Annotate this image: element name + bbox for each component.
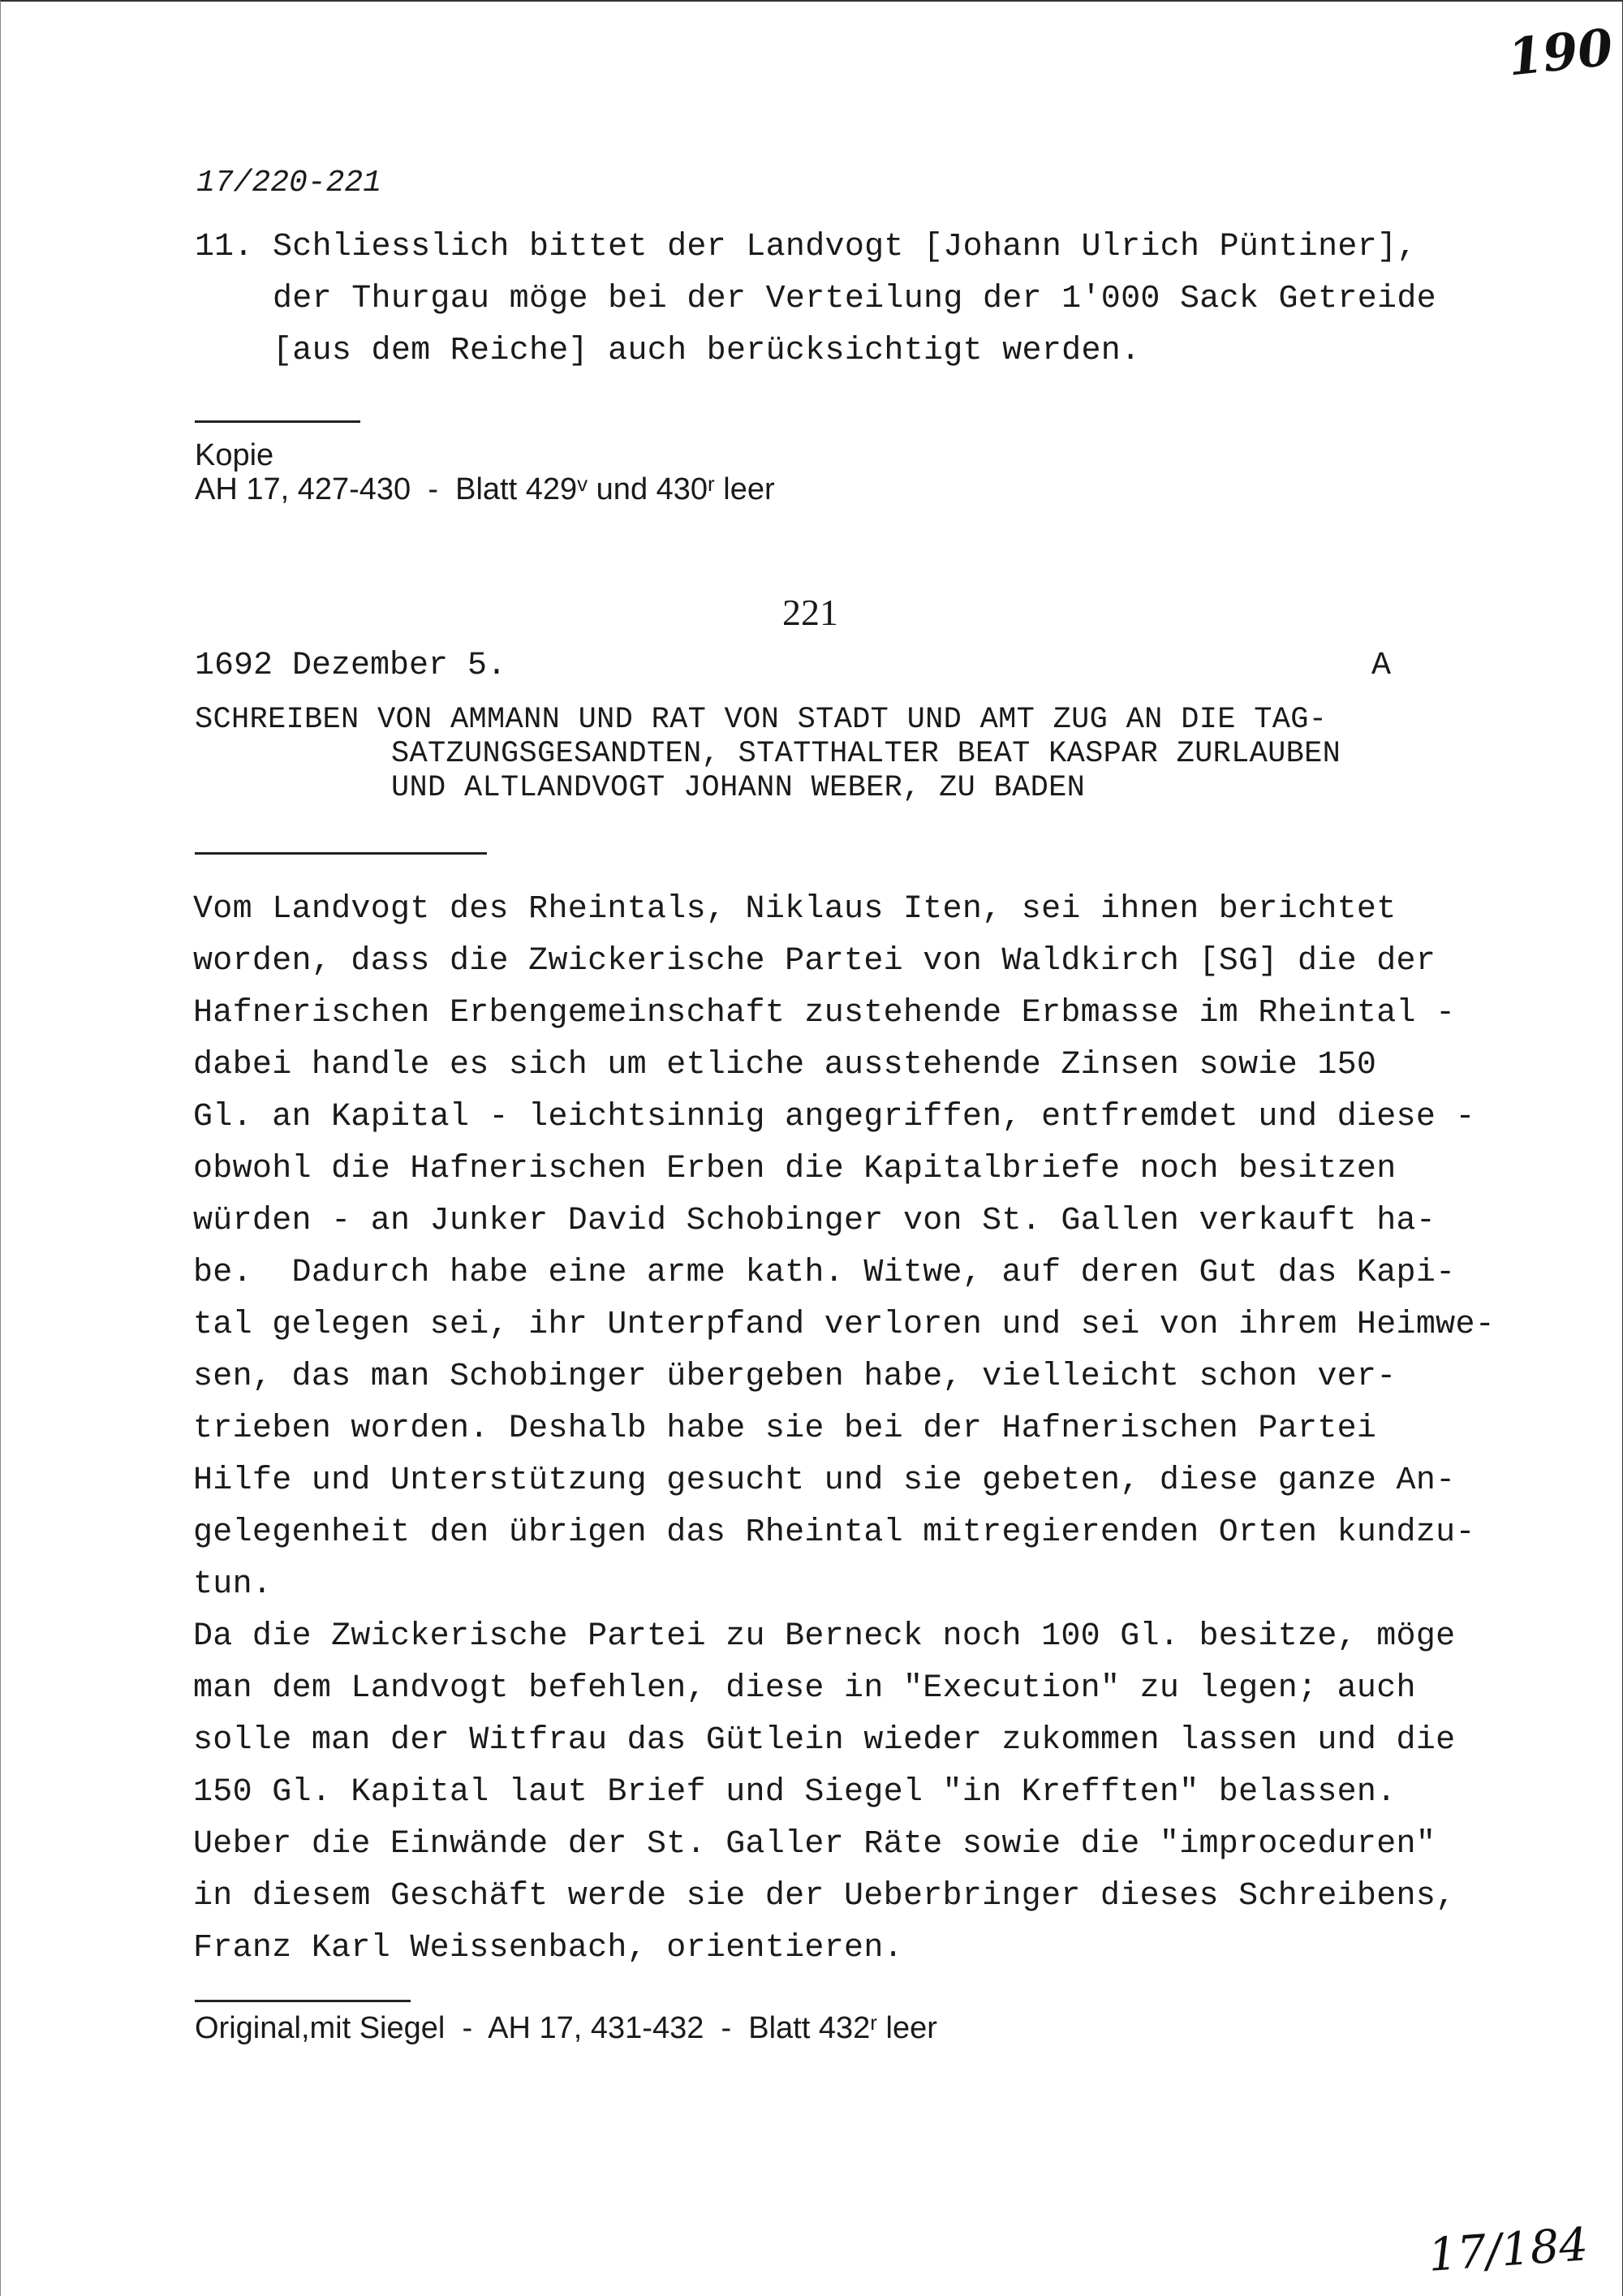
body-line: tun.: [193, 1566, 273, 1603]
previous-source-sep: -: [428, 472, 438, 506]
previous-item-line: [aus dem Reiche] auch berücksichtigt werden.: [273, 333, 1141, 369]
previous-source-line: [195, 472, 775, 507]
previous-source-type: Kopie: [195, 438, 274, 472]
body-line: solle man der Witfrau das Gütlein wieder zukommen lassen und die: [193, 1722, 1456, 1759]
previous-source-blatt-1: 429: [525, 472, 578, 506]
body-line: würden - an Junker David Schobinger von St. Gallen verkauft ha-: [193, 1203, 1436, 1239]
divider-rule: [195, 420, 360, 423]
body-line: man dem Landvogt befehlen, diese in "Execution" zu legen; auch: [193, 1670, 1416, 1707]
body-line: Franz Karl Weissenbach, orientieren.: [193, 1930, 903, 1966]
body-line: in diesem Geschäft werde sie der Ueberbringer dieses Schreibens,: [193, 1878, 1456, 1915]
source-line: [195, 2011, 937, 2046]
source-sep: -: [462, 2011, 473, 2045]
source-type: Original,mit Siegel: [195, 2011, 446, 2045]
previous-source-leer: leer: [723, 472, 775, 506]
body-line: 150 Gl. Kapital laut Brief und Siegel "in Krefften" belassen.: [193, 1774, 1397, 1811]
archive-page-number: 190: [1505, 17, 1616, 88]
body-line: Hafnerischen Erbengemeinschaft zustehende Erbmasse im Rheintal -: [193, 995, 1456, 1032]
body-line: worden, dass die Zwickerische Partei von Waldkirch [SG] die der: [193, 943, 1436, 980]
previous-source-und: und: [596, 472, 648, 506]
source-blatt: 432: [818, 2011, 871, 2045]
body-line: sen, das man Schobinger übergeben habe, vielleicht schon ver-: [193, 1359, 1397, 1395]
source-ref: AH 17, 431-432: [488, 2011, 704, 2045]
source-sep: -: [721, 2011, 732, 2045]
body-line: Hilfe und Unterstützung gesucht und sie gebeten, diese ganze An-: [193, 1462, 1456, 1499]
body-line: Gl. an Kapital - leichtsinnig angegriffen, entfremdet und diese -: [193, 1099, 1475, 1135]
previous-source-blatt-label: Blatt: [455, 472, 518, 506]
document-letter: A: [1371, 648, 1392, 684]
previous-source-blatt-2: 430: [656, 472, 708, 506]
document-date: 1692 Dezember 5.: [195, 648, 507, 684]
body-line: Da die Zwickerische Partei zu Berneck noch 100 Gl. besitze, möge: [193, 1618, 1456, 1655]
body-line: Ueber die Einwände der St. Galler Räte sowie die "improceduren": [193, 1826, 1436, 1863]
heading-line: SCHREIBEN VON AMMANN UND RAT VON STADT UND AMT ZUG AN DIE TAG-: [195, 703, 1328, 737]
body-line: gelegenheit den übrigen das Rheintal mitregierenden Orten kundzu-: [193, 1514, 1475, 1551]
body-line: be. Dadurch habe eine arme kath. Witwe, auf deren Gut das Kapi-: [193, 1255, 1456, 1291]
source-blatt-label: Blatt: [748, 2011, 811, 2045]
body-line: trieben worden. Deshalb habe sie bei der Hafnerischen Partei: [193, 1411, 1377, 1447]
body-line: obwohl die Hafnerischen Erben die Kapitalbriefe noch besitzen: [193, 1151, 1397, 1187]
previous-item-number: 11.: [195, 229, 254, 265]
sheet-reference-handwritten: 17/184: [1426, 2218, 1591, 2282]
previous-item-line: der Thurgau möge bei der Verteilung der 1'000 Sack Getreide: [273, 281, 1436, 317]
previous-source-blatt-2-sup: r: [708, 472, 715, 496]
heading-line: UND ALTLANDVOGT JOHANN WEBER, ZU BADEN: [391, 771, 1086, 805]
body-line: Vom Landvogt des Rheintals, Niklaus Iten, sei ihnen berichtet: [193, 891, 1397, 928]
source-leer: leer: [885, 2011, 937, 2045]
divider-rule: [195, 852, 487, 855]
body-line: tal gelegen sei, ihr Unterpfand verloren und sei von ihrem Heimwe-: [193, 1307, 1496, 1343]
previous-item-line: Schliesslich bittet der Landvogt [Johann Ulrich Püntiner],: [273, 229, 1417, 265]
heading-line: SATZUNGSGESANDTEN, STATTHALTER BEAT KASPAR ZURLAUBEN: [391, 737, 1341, 771]
divider-rule: [195, 2000, 411, 2002]
body-line: dabei handle es sich um etliche ausstehende Zinsen sowie 150: [193, 1047, 1377, 1083]
document-number: 221: [782, 592, 838, 633]
previous-source-ref: AH 17, 427-430: [195, 472, 411, 506]
section-reference: 17/220-221: [196, 166, 382, 200]
source-blatt-sup: r: [870, 2010, 877, 2035]
previous-source-blatt-1-sup: v: [577, 472, 588, 496]
